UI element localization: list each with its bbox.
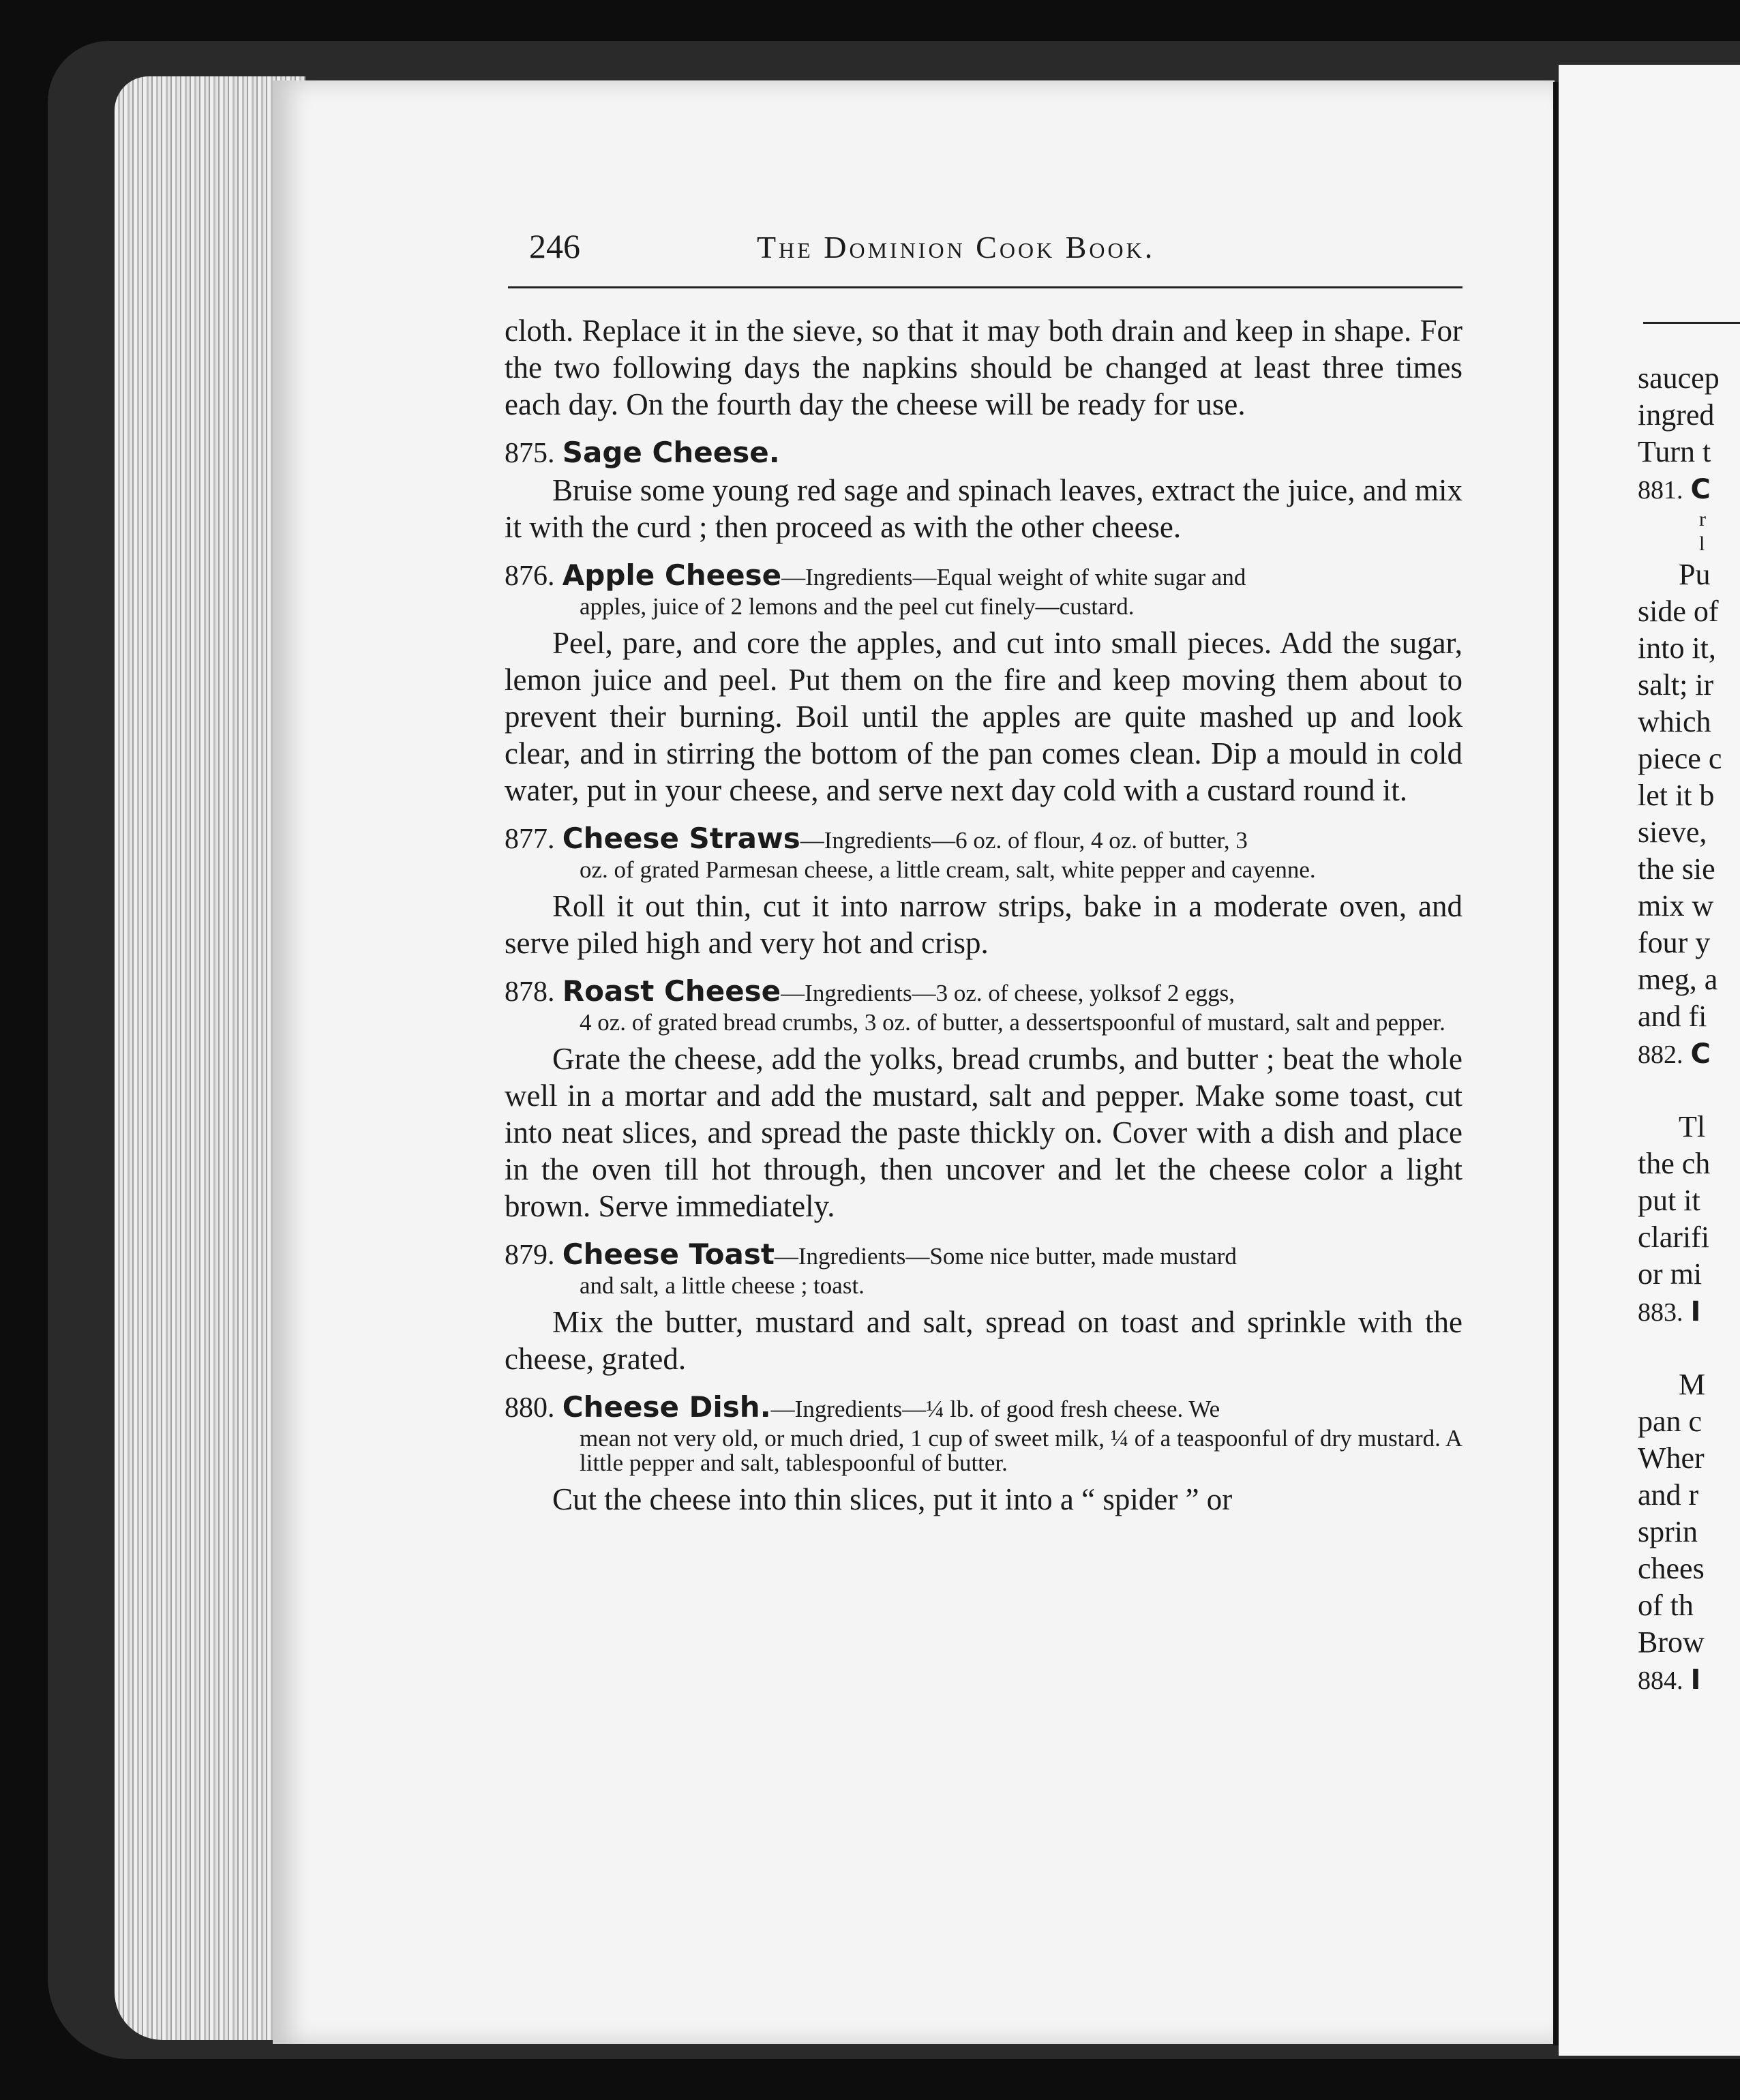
recipe-directions: Grate the cheese, add the yolks, bread crumbs, and butter ; beat the whole well in a mortar and add the mustard, salt and pepper. Make some toast, cut into neat slices, and spread the paste thickly on. Cover with a dish and place in the oven till hot through, then uncover and let the cheese color a light brown. Serve immediately. [505, 1042, 1462, 1223]
recipe-number: 884. [1638, 1666, 1683, 1695]
spacer [1638, 1072, 1740, 1109]
text-line: clarifi [1638, 1220, 1710, 1254]
text-line: Turn t [1638, 435, 1711, 468]
recipe-heading [505, 972, 1462, 1010]
recipe-ingredients-continued: oz. of grated Parmesan cheese, a little cream, salt, white pepper and cayenne. [580, 856, 1316, 883]
text-line: the sie [1638, 852, 1715, 886]
text-line: piece c [1638, 742, 1722, 775]
text-line: which [1638, 705, 1711, 738]
text-line: l [1699, 532, 1705, 555]
recipe-directions: Mix the butter, mustard and salt, spread on toast and sprinkle with the cheese, grated. [505, 1305, 1462, 1376]
recipe-ingredients-continued: 4 oz. of grated bread crumbs, 3 oz. of butter, a dessertspoonful of mustard, salt and pepper. [580, 1009, 1445, 1036]
recipe-title: C [1690, 474, 1711, 505]
recipe-directions: Peel, pare, and core the apples, and cut into small pieces. Add the sugar, lemon juice and peel. Put them on the fire and keep moving them about to prevent their burning. Boil until the apples are quite mashed up and look clear, and in stirring the bottom of the pan comes clean. Dip a mould in cold water, put in your cheese, and serve next day cold with a custard round it. [505, 626, 1462, 807]
recipe-directions: Roll it out thin, cut it into narrow strips, bake in a moderate oven, and serve piled high and very hot and crisp. [505, 889, 1462, 960]
recipe-title: Cheese Toast [562, 1238, 775, 1271]
recipe-ingredients-continued: mean not very old, or much dried, 1 cup of sweet milk, ¼ of a teaspoonful of dry mustard. A little pepper and salt, tablespoonful of butter. [580, 1425, 1462, 1476]
recipe-directions: Bruise some young red sage and spinach leaves, extract the juice, and mix it with the curd ; then proceed as with the other cheese. [505, 473, 1462, 544]
recipe-ingredients: —Ingredients—6 oz. of flour, 4 oz. of butter, 3 [800, 827, 1248, 854]
recipe-number: 876. [505, 560, 555, 592]
text-line: side of [1638, 595, 1719, 628]
recipe-title: I [1690, 1296, 1701, 1328]
recipe-directions: Cut the cheese into thin slices, put it into a “ spider ” or [552, 1482, 1233, 1516]
recipe-heading [1638, 470, 1740, 507]
recipe-number: 880. [505, 1392, 555, 1424]
right-page-text [1638, 360, 1740, 1698]
recipe-number: 875. [505, 438, 555, 469]
text-line: and r [1638, 1478, 1699, 1512]
recipe-title: C [1690, 1038, 1711, 1070]
recipe-title: Cheese Straws [562, 822, 800, 855]
text-line: the ch [1638, 1147, 1711, 1180]
text-line: r [1699, 508, 1706, 530]
text-line: put it [1638, 1184, 1700, 1217]
text-line: let it b [1638, 779, 1715, 812]
text-line: sieve, [1638, 815, 1707, 849]
text-line: Brow [1638, 1625, 1705, 1659]
text-line: chees [1638, 1552, 1705, 1585]
recipe-number: 879. [505, 1240, 555, 1271]
recipe-title: I [1690, 1664, 1701, 1696]
recipe-heading [505, 434, 1462, 472]
running-title: The Dominion Cook Book. [757, 230, 1156, 265]
text-line: meg, a [1638, 963, 1718, 996]
page-content [505, 312, 1462, 1518]
text-line: sprin [1638, 1515, 1698, 1548]
recipe-number: 877. [505, 824, 555, 855]
recipe-ingredients: —Ingredients—3 oz. of cheese, yolksof 2 eggs, [781, 980, 1235, 1006]
text-line: ingred [1638, 398, 1715, 432]
book-gutter [1553, 82, 1559, 2045]
recipe-ingredients-continued: apples, juice of 2 lemons and the peel cut finely—custard. [580, 593, 1135, 620]
recipe-heading [505, 820, 1462, 858]
text-line: of th [1638, 1589, 1694, 1622]
recipe-heading [1638, 1661, 1740, 1698]
header-rule [508, 286, 1462, 288]
recipe-number: 881. [1638, 476, 1683, 505]
text-line: pan c [1638, 1405, 1702, 1438]
recipe-number: 878. [505, 976, 555, 1008]
recipe-heading [505, 556, 1462, 595]
text-line: mix w [1638, 889, 1714, 922]
recipe-title: Roast Cheese [562, 974, 781, 1008]
text-line: into it, [1638, 631, 1716, 665]
text-line: Pu [1679, 558, 1711, 591]
text-line: M [1679, 1368, 1706, 1401]
right-header-rule [1643, 322, 1740, 324]
recipe-ingredients: —Ingredients—¼ lb. of good fresh cheese. We [770, 1396, 1220, 1422]
page-number: 246 [529, 227, 580, 265]
recipe-ingredients-continued: and salt, a little cheese ; toast. [580, 1272, 865, 1299]
recipe-title: Apple Cheese [562, 558, 782, 592]
text-line: salt; ir [1638, 668, 1714, 702]
recipe-number: 882. [1638, 1040, 1683, 1069]
recipe-heading [1638, 1035, 1740, 1072]
text-line: and fi [1638, 1000, 1707, 1033]
recipe-number: 883. [1638, 1298, 1683, 1327]
recipe-heading [1638, 1293, 1740, 1330]
text-line: Tl [1679, 1110, 1706, 1143]
recipe-ingredients: —Ingredients—Equal weight of white sugar and [781, 564, 1246, 590]
recipe-heading [505, 1235, 1462, 1274]
spacer [1638, 1330, 1740, 1366]
text-line: Wher [1638, 1441, 1705, 1475]
continued-paragraph: cloth. Replace it in the sieve, so that it may both drain and keep in shape. For the two following days the napkins should be changed at least three times each day. On the fourth day the cheese will be ready for use. [505, 314, 1462, 421]
text-line: saucep [1638, 361, 1720, 395]
text-line: or mi [1638, 1257, 1702, 1291]
text-line: four y [1638, 926, 1711, 959]
recipe-title: Sage Cheese. [562, 436, 780, 469]
recipe-ingredients: —Ingredients—Some nice butter, made mustard [774, 1243, 1237, 1270]
recipe-title: Cheese Dish. [562, 1390, 771, 1424]
recipe-heading [505, 1388, 1462, 1426]
